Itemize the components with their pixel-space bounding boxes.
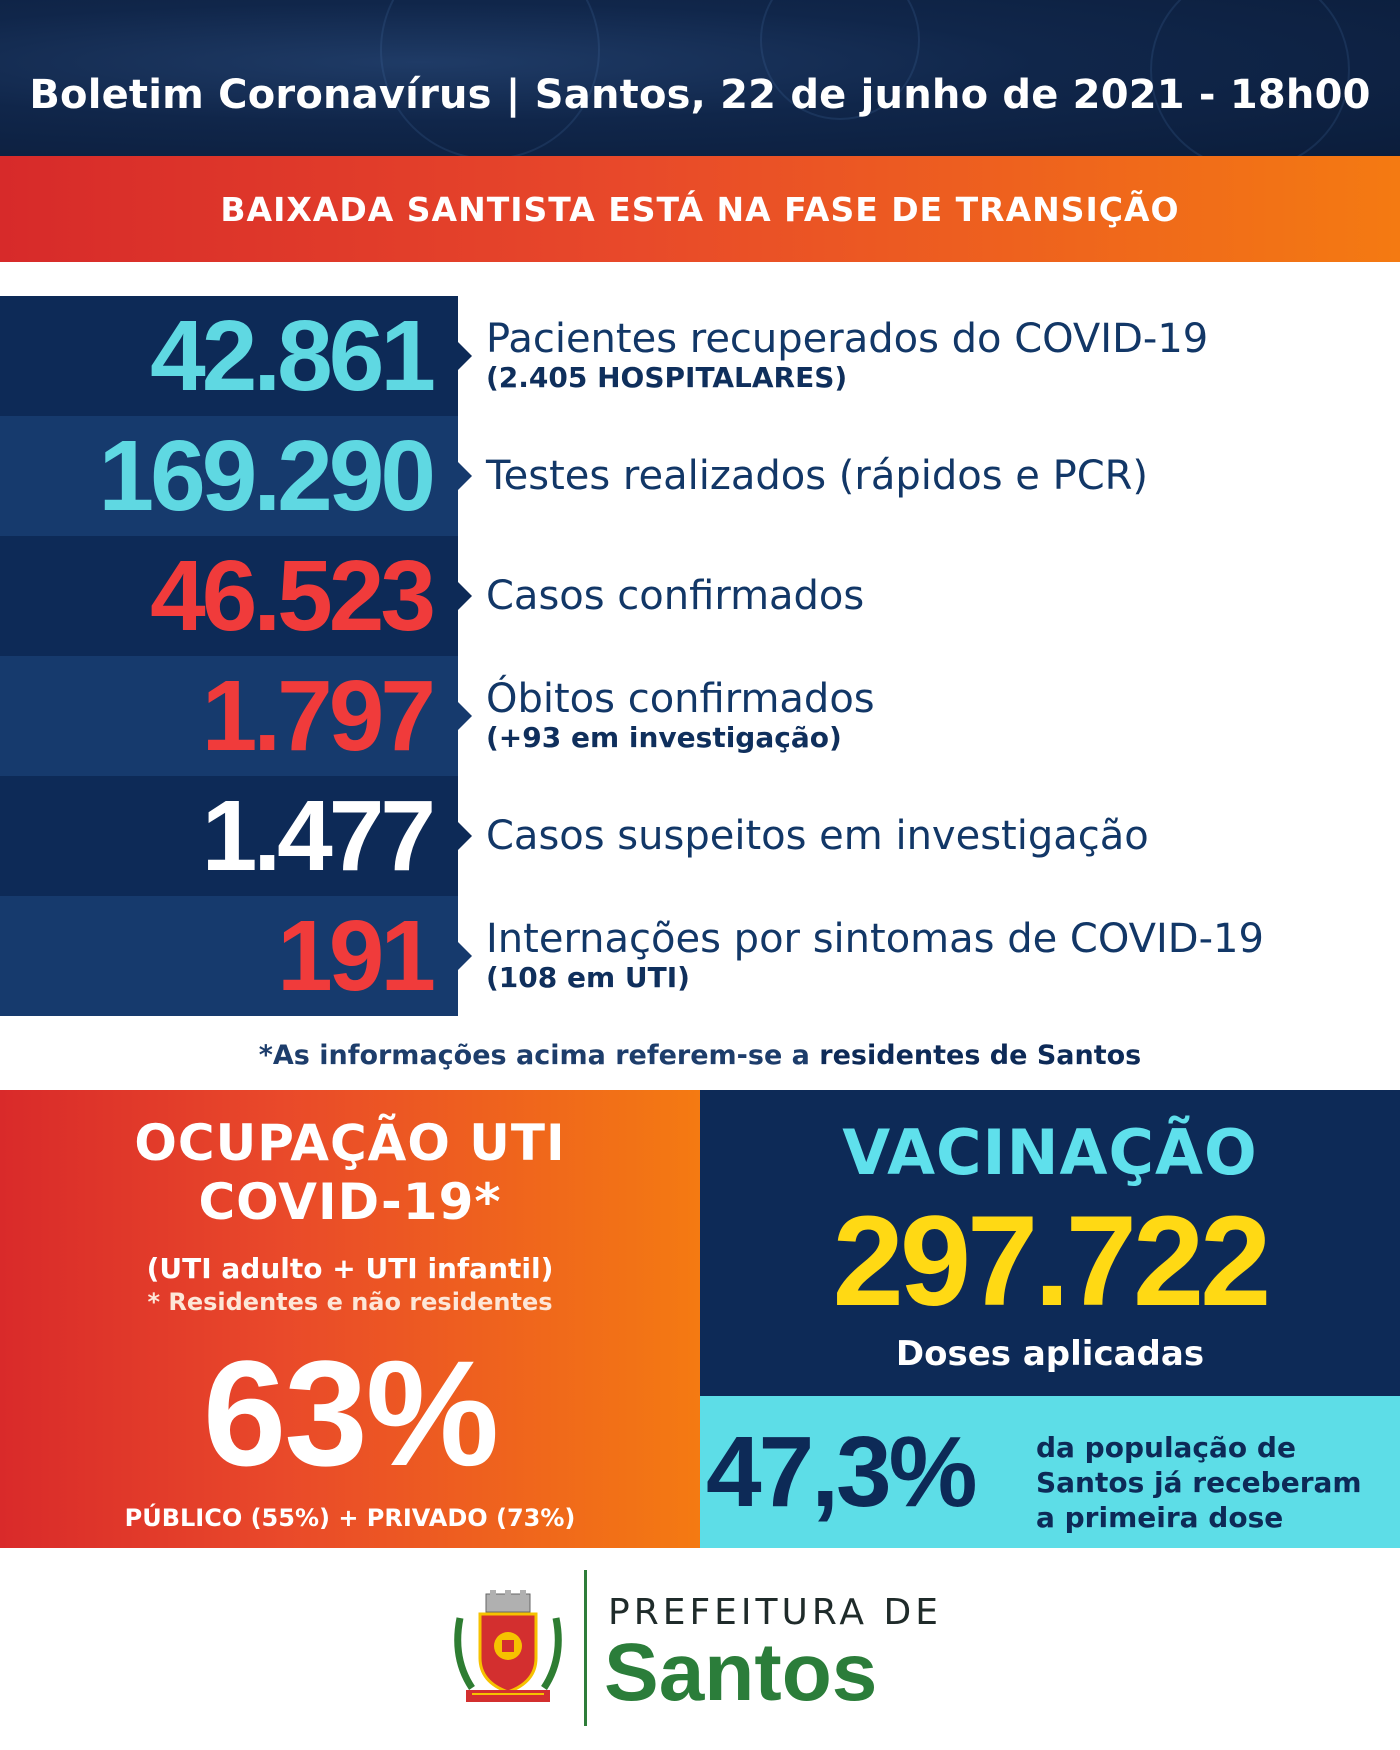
stat-row-suspected (0, 776, 1400, 896)
header (0, 0, 1400, 156)
phase-banner-text: BAIXADA SANTISTA ESTÁ NA FASE DE TRANSIÇÃO (220, 189, 1180, 229)
bulletin-title: Boletim Coronavírus | Santos, 22 de junho de 2021 - 18h00 (29, 72, 1371, 118)
stat-row-deaths (0, 656, 1400, 776)
stat-label: Óbitos confirmados (486, 676, 875, 723)
icu-occupancy-panel (0, 1090, 700, 1548)
icu-breakdown: PÚBLICO (55%) + PRIVADO (73%) (124, 1504, 576, 1532)
first-dose-line: Santos já receberam (1036, 1466, 1362, 1499)
stat-sublabel: (108 em UTI) (486, 961, 690, 995)
prefecture-label: PREFEITURA DE (608, 1592, 942, 1633)
stats-list (0, 296, 1400, 1016)
stat-value: 1.477 (201, 780, 432, 892)
santos-coat-of-arms-icon (452, 1588, 564, 1708)
icu-percentage: 63% (202, 1329, 498, 1497)
stat-value-box (0, 536, 458, 656)
stat-value-box (0, 656, 458, 776)
footer (0, 1548, 1400, 1750)
footer-divider (584, 1570, 587, 1726)
footnote-text: *As informações acima referem-se a (258, 1040, 820, 1071)
icu-subtitle: (UTI adulto + UTI infantil) (146, 1252, 554, 1285)
vaccination-title: VACINAÇÃO (842, 1116, 1258, 1189)
stat-value-box (0, 416, 458, 536)
stat-value-box (0, 296, 458, 416)
stat-row-recovered (0, 296, 1400, 416)
stat-label: Testes realizados (rápidos e PCR) (486, 453, 1149, 499)
stat-label: Casos confirmados (486, 573, 865, 619)
city-name: Santos (604, 1627, 878, 1718)
stat-row-tests (0, 416, 1400, 536)
icu-note: * Residentes e não residentes (147, 1288, 553, 1316)
stat-value: 169.290 (98, 420, 432, 532)
first-dose-description (1036, 1430, 1396, 1535)
first-dose-panel (700, 1396, 1400, 1548)
footnote-emphasis: residentes de Santos (819, 1040, 1142, 1071)
stat-sublabel: (2.405 HOSPITALARES) (486, 361, 848, 395)
stat-label: Pacientes recuperados do COVID-19 (486, 316, 1209, 363)
stat-row-confirmed-cases (0, 536, 1400, 656)
icu-title (0, 1114, 700, 1232)
stat-row-hospitalizations (0, 896, 1400, 1016)
phase-banner (0, 156, 1400, 262)
vaccination-doses-label: Doses aplicadas (895, 1334, 1205, 1374)
stat-value: 191 (277, 900, 432, 1012)
first-dose-percentage: 47,3% (706, 1416, 975, 1528)
stat-value: 46.523 (150, 540, 432, 652)
stat-value: 1.797 (201, 660, 432, 772)
icu-title-line1: OCUPAÇÃO UTI (134, 1114, 566, 1172)
vaccination-doses: 297.722 (832, 1190, 1268, 1333)
stat-label: Internações por sintomas de COVID-19 (486, 916, 1264, 963)
stat-value: 42.861 (150, 300, 432, 412)
stat-value-box (0, 776, 458, 896)
first-dose-line: da população de (1036, 1431, 1296, 1464)
residents-footnote (0, 1040, 1400, 1071)
stat-label: Casos suspeitos em investigação (486, 813, 1149, 859)
stat-sublabel: (+93 em investigação) (486, 721, 842, 755)
icu-title-line2: COVID-19* (198, 1173, 502, 1231)
first-dose-line: a primeira dose (1036, 1501, 1284, 1534)
stat-value-box (0, 896, 458, 1016)
vaccination-panel (700, 1090, 1400, 1396)
